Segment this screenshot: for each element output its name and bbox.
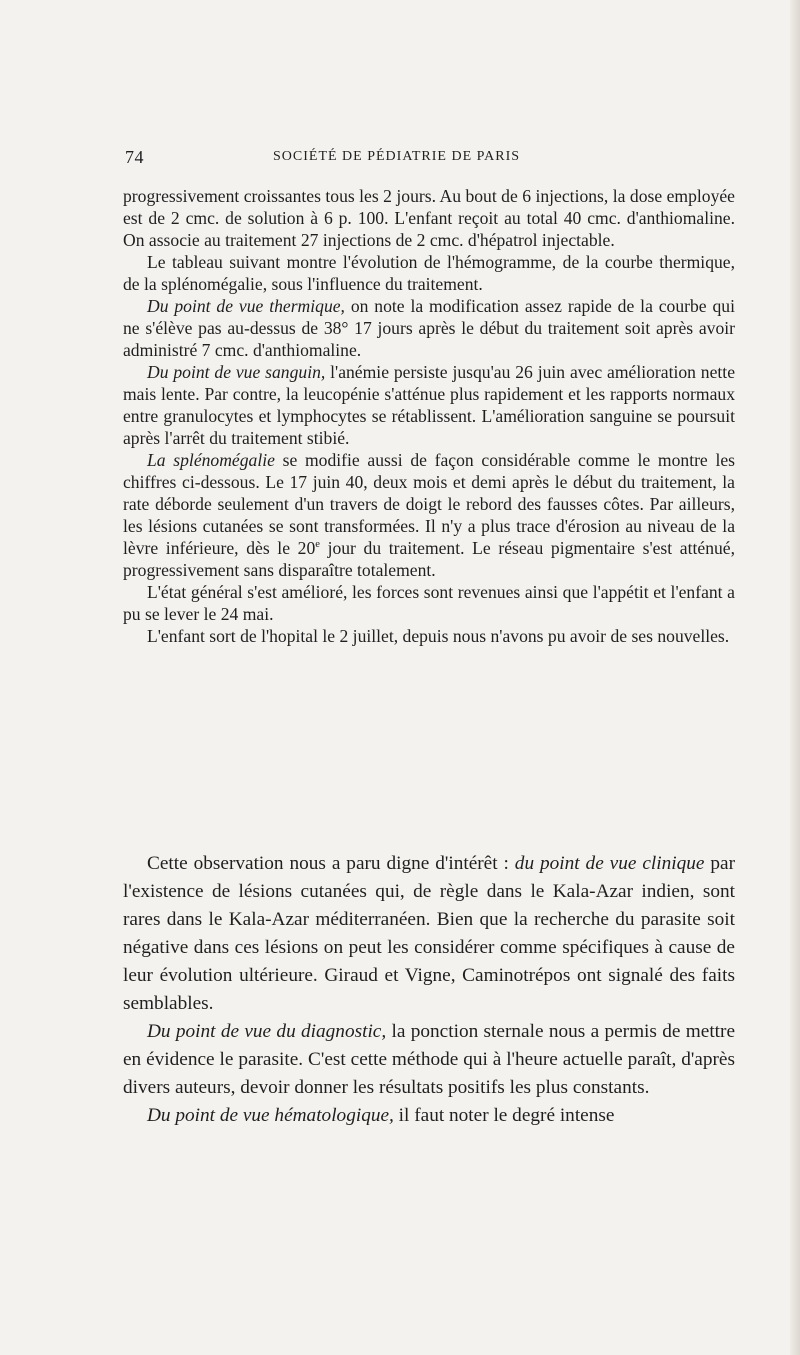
paragraph-lead: Du point de vue du diagnostic, xyxy=(147,1021,387,1042)
paragraph-lead: Du point de vue thermique, xyxy=(147,296,345,316)
paragraph-text: Cette observation nous a paru digne d'intérêt : xyxy=(147,853,515,874)
paragraph-text: par l'existence de lésions cutanées qui, de règle dans le Kala-Azar indien, sont rares dans le Kala-Azar méditerranéen. Bien que la recherche du parasite soit négative dans ces lésions on peut les considérer comme spécifiques à cause de leur évolution ultérieure. Giraud et Vigne, Caminotrépos ont signalé des faits semblables. xyxy=(123,853,735,1014)
superscript: e xyxy=(315,539,320,551)
paragraph-text: jour du traitement. Le réseau pigmentaire s'est atténué, progressivement sans disparaître totalement. xyxy=(123,538,735,580)
paragraph xyxy=(123,361,735,449)
paragraph-lead: La splénomégalie xyxy=(147,450,275,470)
paragraph xyxy=(123,1018,735,1102)
paragraph: L'état général s'est amélioré, les forces sont revenues ainsi que l'appétit et l'enfant a pu se lever le 24 mai. xyxy=(123,582,735,624)
paragraph-text: on note la modification assez rapide de la courbe qui ne s'élève pas au-dessus de 38° 17 jours après le début du traitement soit après avoir administré 7 cmc. d'anthiomaline. xyxy=(123,296,735,360)
paragraph xyxy=(123,295,735,361)
paragraph-text: la ponction sternale nous a permis de mettre en évidence le parasite. C'est cette méthode qui à l'heure actuelle paraît, d'après divers auteurs, devoir donner les résultats positifs les plus constants. xyxy=(123,1021,736,1098)
running-title: SOCIÉTÉ DE PÉDIATRIE DE PARIS xyxy=(273,149,521,164)
paragraph xyxy=(123,1102,735,1130)
case-report-text xyxy=(123,185,735,647)
paragraph: Le tableau suivant montre l'évolution de l'hémogramme, de la courbe thermique, de la splénomégalie, sous l'influence du traitement. xyxy=(123,252,735,294)
paragraph-lead: Du point de vue hématologique, xyxy=(147,1105,394,1126)
page-number: 74 xyxy=(125,147,144,167)
page-edge xyxy=(790,0,800,1355)
discussion-text xyxy=(123,850,735,1130)
page-header xyxy=(125,147,735,171)
paragraph xyxy=(123,850,735,1018)
paragraph-emphasis: du point de vue clinique xyxy=(514,853,705,874)
paragraph-lead: Du point de vue sanguin, xyxy=(147,362,326,382)
paragraph: progressivement croissantes tous les 2 jours. Au bout de 6 injections, la dose employée est de 2 cmc. de solution à 6 p. 100. L'enfant reçoit au total 40 cmc. d'anthiomaline. On associe au traitement 27 injections de 2 cmc. d'hépatrol injectable. xyxy=(123,186,735,250)
paragraph-text: il faut noter le degré intense xyxy=(393,1105,615,1126)
paragraph xyxy=(123,449,735,581)
paragraph-text: se modifie aussi de façon considérable comme le montre les chiffres ci-dessous. Le 17 juin 40, deux mois et demi après le début du traitement, la rate déborde seulement d'un travers de doigt le rebord des fausses côtes. Par ailleurs, les lésions cutanées se sont transformées. Il n'y a plus trace d'érosion au niveau de la lèvre inférieure, dès le 20 xyxy=(123,450,735,558)
paragraph-text: l'anémie persiste jusqu'au 26 juin avec amélioration nette mais lente. Par contre, la leucopénie s'atténue plus rapidement et les rapports normaux entre granulocytes et lymphocytes se rétablissent. L'amélioration sanguine se poursuit après l'arrêt du traitement stibié. xyxy=(123,362,736,448)
paragraph: L'enfant sort de l'hopital le 2 juillet, depuis nous n'avons pu avoir de ses nouvelles. xyxy=(147,626,730,646)
